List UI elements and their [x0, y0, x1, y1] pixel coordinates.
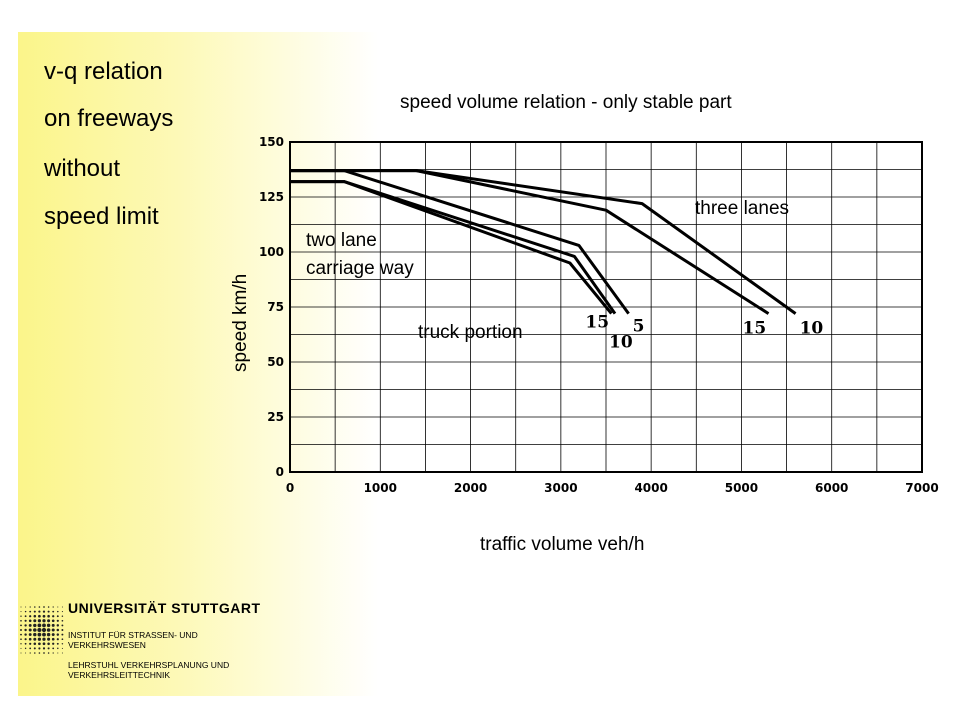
y-tick-label: 75: [267, 300, 284, 314]
x-tick-label: 6000: [815, 481, 849, 495]
y-tick-label: 125: [258, 190, 284, 204]
x-tick-label: 1000: [363, 481, 397, 495]
annotation-truck-portion: truck portion: [418, 322, 523, 343]
y-tick-label: 150: [258, 135, 284, 149]
x-tick-label: 2000: [453, 481, 488, 495]
y-tick-label: 25: [267, 410, 284, 424]
x-tick-label: 7000: [905, 481, 939, 495]
annotation-carriage-way: carriage way: [306, 258, 414, 279]
topic-line-2: on freeways: [44, 105, 174, 132]
x-axis-label: traffic volume veh/h: [480, 534, 645, 555]
university-name: UNIVERSITÄT STUTTGART: [68, 600, 261, 616]
x-tick-label: 3000: [544, 481, 578, 495]
y-tick-labels: [259, 135, 284, 479]
institute-name: INSTITUT FÜR STRASSEN- UND VERKEHRSWESEN: [68, 630, 198, 650]
x-tick-label: 5000: [724, 481, 759, 495]
chair-name: LEHRSTUHL VERKEHRSPLANUNG UND VERKEHRSLEITTECHNIK: [68, 660, 230, 680]
topic-line-1: v-q relation: [44, 58, 163, 85]
topic-line-3: without: [44, 155, 121, 182]
chart-title: speed volume relation - only stable part: [400, 92, 732, 113]
curve-label: 10: [799, 318, 824, 339]
x-tick-label: 4000: [634, 481, 668, 495]
y-tick-label: 50: [267, 355, 284, 369]
university-logo-icon: [18, 604, 66, 656]
curve-label: 15: [585, 312, 610, 333]
topic-line-4: speed limit: [44, 203, 159, 230]
curve-label: 10: [609, 332, 633, 353]
curve-label: 5: [632, 316, 645, 337]
y-tick-label: 100: [258, 245, 284, 259]
annotation-three-lanes: three lanes: [695, 198, 790, 219]
x-tick-labels: [286, 481, 939, 495]
curve-labels: [585, 313, 823, 353]
annotation-two-lane: two lane: [306, 230, 377, 251]
y-axis-label: speed km/h: [230, 273, 251, 372]
x-tick-label: 0: [285, 481, 295, 495]
y-tick-label: 0: [275, 465, 284, 479]
curve-label: 15: [742, 318, 767, 339]
